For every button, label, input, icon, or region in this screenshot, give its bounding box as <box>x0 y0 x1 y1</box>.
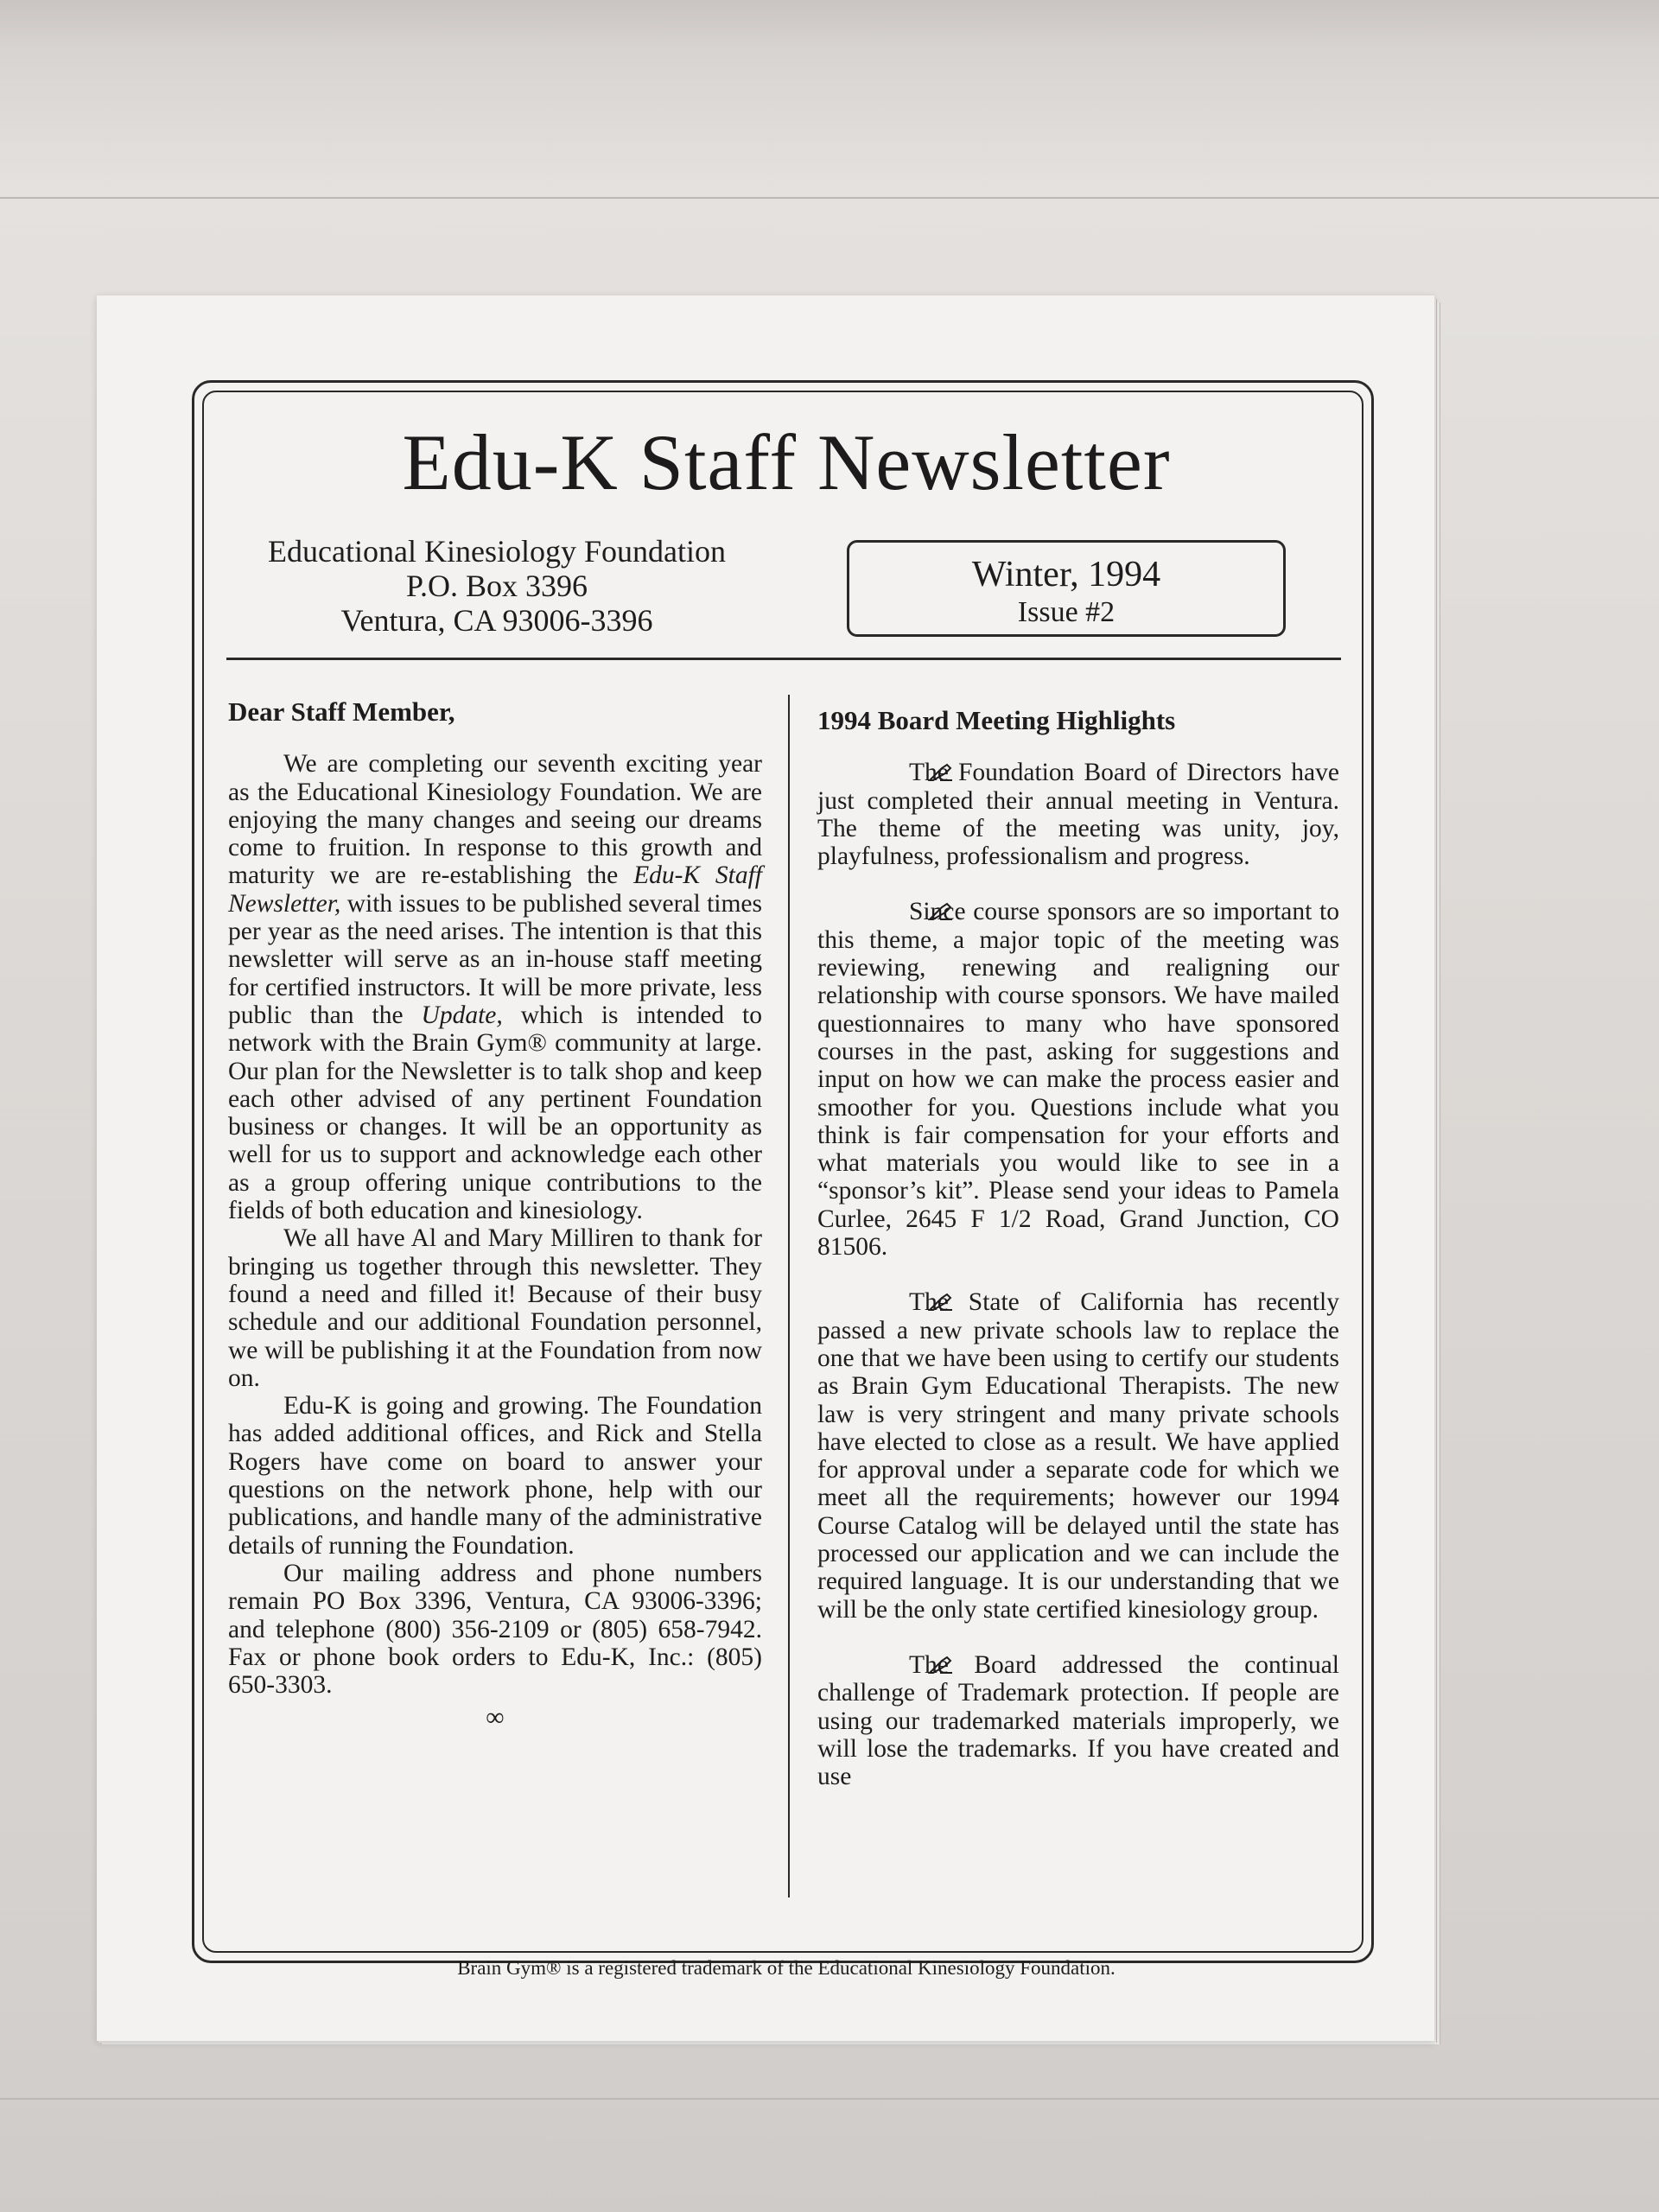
salutation: Dear Staff Member, <box>228 696 455 727</box>
column-divider <box>788 695 790 1897</box>
highlight-item: The Board addressed the continual challenge of Trademark protection. If people are using our trademarked materials improperly, we will lose the trademarks. If you have created and use <box>817 1650 1339 1791</box>
letter-paragraph-3: Edu-K is going and growing. The Foundation has added additional offices, and Rick and Stella Rogers have come on board to answer your questions on the network phone, help with our publications, and handle many of the administrative details of running the Foundation. <box>228 1392 762 1560</box>
letter-paragraph-4: Our mailing address and phone numbers remain PO Box 3396, Ventura, CA 93006-3396; and telephone (800) 356-2109 or (805) 658-7942. Fax or phone book orders to Edu-K, Inc.: (805) 650-3303. <box>228 1559 762 1700</box>
writing-hand-icon <box>873 1290 899 1309</box>
city-line: Ventura, CA 93006-3396 <box>340 603 653 638</box>
shelf-edge-top <box>0 197 1659 199</box>
writing-hand-icon <box>873 760 899 779</box>
organization-name: Educational Kinesiology Foundation <box>268 534 726 569</box>
foundation-address <box>233 534 760 638</box>
letter-column <box>228 698 762 1732</box>
highlight-item: The Foundation Board of Directors have just completed their annual meeting in Ventura. The theme of the meeting was unity, joy, playfulness, professionalism and progress. <box>817 759 1339 871</box>
letter-paragraph-2: We all have Al and Mary Milliren to thank for bringing us together through this newsletter. They found a need and filled it! Because of their busy schedule and our additional Foundation personnel, we will be publishing it at the Foundation from now on. <box>228 1224 762 1392</box>
shelf-edge-bottom <box>0 2098 1659 2100</box>
writing-hand-icon <box>873 1653 899 1672</box>
issue-box <box>847 540 1286 637</box>
highlights-column <box>817 707 1339 1790</box>
header-rule <box>226 658 1341 660</box>
letter-paragraph-1: We are completing our seventh exciting year as the Educational Kinesiology Foundation. We are enjoying the many changes and seeing our dreams come to fruition. In response to this growth and maturity we are re-establishing the Edu-K Staff Newsletter, with issues to be published several times per year as the need arises. The intention is that this newsletter will serve as an in-house staff meeting for certified instructors. It will be more private, less public than the Update, which is intended to network with the Brain Gym® community at large. Our plan for the Newsletter is to talk shop and keep each other advised of any pertinent Foundation business or changes. It will be an opportunity as well for us to support and acknowledge each other as a group offering unique contributions to the fields of both education and kinesiology. <box>228 750 763 1225</box>
newsletter-name-italic: Edu-K Staff Newsletter, <box>228 861 763 918</box>
trademark-footer: Brain Gym® is a registered trademark of the Educational Kinesiology Foundation. <box>457 1957 1116 1979</box>
highlight-item: Since course sponsors are so important to this theme, a major topic of the meeting was reviewing, renewing and realigning our relationship with course sponsors. We have mailed questionnaires to many who have sponsored courses in the past, asking for suggestions and input on how we can make the process easier and smoother for you. Questions include what you think is fair compensation for your efforts and what materials you would like to see in a “sponsor’s kit”. Please send your ideas to Pamela Curlee, 2645 F 1/2 Road, Grand Junction, CO 81506. <box>817 898 1339 1262</box>
update-name-italic: Update, <box>421 1001 503 1029</box>
end-mark: ∞ <box>486 1703 505 1732</box>
issue-season: Winter, 1994 <box>971 555 1161 594</box>
newsletter-title: Edu-K Staff Newsletter <box>402 418 1171 506</box>
issue-number: Issue #2 <box>1017 596 1116 628</box>
highlight-item: The State of California has recently passed a new private schools law to replace the one that we have been using to certify our students as Brain Gym Educational Therapists. The new law is very stringent and many private schools have elected to close as a result. We have applied for approval under a separate code for which we meet all the requirements; however our 1994 Course Catalog will be delayed until the state has processed our application and we can include the required language. It is our understanding that we will be the only state certified kinesiology group. <box>817 1288 1339 1624</box>
writing-hand-icon <box>873 899 899 918</box>
po-box: P.O. Box 3396 <box>405 569 588 603</box>
highlights-heading: 1994 Board Meeting Highlights <box>817 705 1176 735</box>
